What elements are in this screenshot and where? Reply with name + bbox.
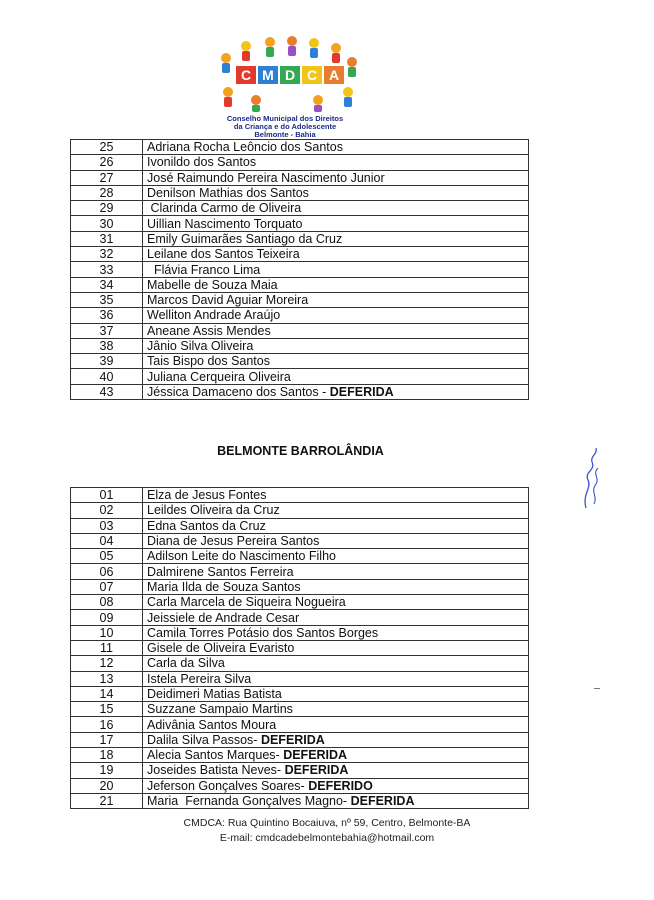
candidate-name: Denilson Mathias dos Santos bbox=[147, 186, 309, 201]
row-number: 27 bbox=[71, 170, 143, 185]
row-number: 07 bbox=[71, 579, 143, 594]
row-number: 34 bbox=[71, 277, 143, 292]
handwritten-signature bbox=[578, 444, 608, 514]
candidate-name: Elza de Jesus Fontes bbox=[147, 488, 267, 503]
table-row bbox=[71, 671, 529, 686]
table-row bbox=[71, 155, 529, 170]
row-number: 20 bbox=[71, 778, 143, 793]
candidate-name-cell bbox=[143, 201, 529, 216]
candidate-name-cell bbox=[143, 354, 529, 369]
row-number: 25 bbox=[71, 140, 143, 155]
candidate-name: Joseides Batista Neves- bbox=[147, 763, 285, 778]
candidate-name-cell bbox=[143, 595, 529, 610]
candidate-name-cell bbox=[143, 231, 529, 246]
table-row bbox=[71, 656, 529, 671]
candidate-name: Suzzane Sampaio Martins bbox=[147, 702, 293, 717]
candidate-name-cell bbox=[143, 625, 529, 640]
candidate-name-cell bbox=[143, 185, 529, 200]
candidate-name: Edna Santos da Cruz bbox=[147, 518, 266, 533]
table-row bbox=[71, 518, 529, 533]
table-row bbox=[71, 277, 529, 292]
row-number: 40 bbox=[71, 369, 143, 384]
table-row bbox=[71, 338, 529, 353]
candidate-name-cell bbox=[143, 671, 529, 686]
candidate-name: Mabelle de Souza Maia bbox=[147, 277, 278, 292]
table-row bbox=[71, 640, 529, 655]
table-row bbox=[71, 717, 529, 732]
candidate-name-cell bbox=[143, 778, 529, 793]
candidate-list-barrolandia bbox=[70, 487, 529, 809]
candidate-name: Carla da Silva bbox=[147, 656, 225, 671]
candidate-name-cell bbox=[143, 292, 529, 307]
table-row bbox=[71, 247, 529, 262]
candidate-name: Jânio Silva Oliveira bbox=[147, 339, 254, 353]
candidate-name-cell bbox=[143, 503, 529, 518]
table-row bbox=[71, 610, 529, 625]
candidate-name: Dalmirene Santos Ferreira bbox=[147, 564, 294, 579]
candidate-name-cell bbox=[143, 640, 529, 655]
row-number: 29 bbox=[71, 201, 143, 216]
table-row bbox=[71, 262, 529, 277]
table-row bbox=[71, 595, 529, 610]
table-row bbox=[71, 702, 529, 717]
row-number: 15 bbox=[71, 702, 143, 717]
candidate-list-sede bbox=[70, 139, 529, 400]
candidate-name: Adilson Leite do Nascimento Filho bbox=[147, 549, 336, 564]
candidate-name: Ivonildo dos Santos bbox=[147, 155, 257, 170]
footer bbox=[0, 816, 654, 846]
candidate-name-cell bbox=[143, 140, 529, 155]
candidate-name-cell bbox=[143, 533, 529, 548]
table-row bbox=[71, 292, 529, 307]
candidate-name-cell bbox=[143, 247, 529, 262]
row-number: 30 bbox=[71, 216, 143, 231]
candidate-name: Leildes Oliveira da Cruz bbox=[147, 503, 280, 518]
candidate-name-cell bbox=[143, 549, 529, 564]
table-row bbox=[71, 533, 529, 548]
candidate-name: Flávia Franco Lima bbox=[147, 262, 261, 277]
org-line-3: Belmonte - Bahia bbox=[254, 130, 316, 139]
table-row bbox=[71, 185, 529, 200]
candidate-name-cell bbox=[143, 686, 529, 701]
candidate-name: Deidimeri Matias Batista bbox=[147, 687, 282, 701]
footer-email: E-mail: cmdcadebelmontebahia@hotmail.com bbox=[219, 832, 435, 844]
status-label: DEFERIDA bbox=[260, 732, 325, 747]
candidate-name: Carla Marcela de Siqueira Nogueira bbox=[147, 595, 346, 610]
candidate-name-cell bbox=[143, 564, 529, 579]
table-row bbox=[71, 216, 529, 231]
candidate-name-cell bbox=[143, 262, 529, 277]
candidate-name: Uillian Nascimento Torquato bbox=[147, 216, 303, 231]
candidate-name: Adivânia Santos Moura bbox=[147, 717, 277, 732]
candidate-name: Gisele de Oliveira Evaristo bbox=[147, 641, 295, 656]
org-line-2: da Criança e do Adolescente bbox=[233, 122, 337, 131]
candidate-name: Aneane Assis Mendes bbox=[147, 323, 271, 338]
svg-text:A: A bbox=[328, 67, 340, 83]
candidate-name-cell bbox=[143, 717, 529, 732]
candidate-name-cell bbox=[143, 763, 529, 778]
status-label: DEFERIDA bbox=[350, 794, 415, 809]
svg-text:C: C bbox=[306, 67, 318, 83]
candidate-name-cell bbox=[143, 384, 529, 399]
candidate-name: Jeissiele de Andrade Cesar bbox=[147, 610, 300, 625]
table-row bbox=[71, 488, 529, 503]
candidate-name: Maria Fernanda Gonçalves Magno- bbox=[147, 794, 351, 809]
candidate-name-cell bbox=[143, 155, 529, 170]
svg-text:D: D bbox=[284, 67, 296, 83]
row-number: 36 bbox=[71, 308, 143, 323]
row-number: 39 bbox=[71, 354, 143, 369]
row-number: 43 bbox=[71, 384, 143, 399]
table-row bbox=[71, 732, 529, 747]
candidate-name: José Raimundo Pereira Nascimento Junior bbox=[147, 170, 385, 185]
table-row bbox=[71, 231, 529, 246]
candidate-name-cell bbox=[143, 702, 529, 717]
table-row bbox=[71, 763, 529, 778]
candidate-name: Clarinda Carmo de Oliveira bbox=[147, 201, 302, 216]
candidate-name-cell bbox=[143, 277, 529, 292]
table-row bbox=[71, 323, 529, 338]
row-number: 35 bbox=[71, 292, 143, 307]
candidate-name: Tais Bispo dos Santos bbox=[147, 354, 270, 369]
section-title: BELMONTE BARROLÂNDIA bbox=[217, 444, 384, 458]
candidate-name: Welliton Andrade Araújo bbox=[147, 308, 281, 323]
candidate-name-cell bbox=[143, 369, 529, 384]
table-row bbox=[71, 170, 529, 185]
table-row bbox=[71, 579, 529, 594]
row-number: 10 bbox=[71, 625, 143, 640]
svg-text:M: M bbox=[262, 67, 274, 83]
table-row bbox=[71, 384, 529, 399]
row-number: 02 bbox=[71, 503, 143, 518]
candidate-name-cell bbox=[143, 323, 529, 338]
organization-name bbox=[195, 115, 375, 139]
candidate-name: Jeferson Gonçalves Soares- bbox=[147, 778, 309, 793]
candidate-name-cell bbox=[143, 793, 529, 808]
row-number: 37 bbox=[71, 323, 143, 338]
row-number: 21 bbox=[71, 793, 143, 808]
cmdca-logo bbox=[208, 36, 368, 112]
row-number: 06 bbox=[71, 564, 143, 579]
candidate-name: Diana de Jesus Pereira Santos bbox=[147, 534, 320, 549]
candidate-name: Dalila Silva Passos- bbox=[147, 732, 261, 747]
candidate-name-cell bbox=[143, 338, 529, 353]
table-row bbox=[71, 201, 529, 216]
candidate-name-cell bbox=[143, 748, 529, 763]
table-row bbox=[71, 748, 529, 763]
row-number: 01 bbox=[71, 488, 143, 503]
row-number: 13 bbox=[71, 671, 143, 686]
row-number: 12 bbox=[71, 656, 143, 671]
table-row bbox=[71, 354, 529, 369]
candidate-name-cell bbox=[143, 216, 529, 231]
stray-mark bbox=[594, 688, 600, 689]
row-number: 04 bbox=[71, 533, 143, 548]
row-number: 11 bbox=[71, 640, 143, 655]
candidate-name: Marcos David Aguiar Moreira bbox=[147, 293, 309, 308]
table-row bbox=[71, 686, 529, 701]
row-number: 28 bbox=[71, 185, 143, 200]
candidate-name: Maria Ilda de Souza Santos bbox=[147, 579, 301, 594]
candidate-name-cell bbox=[143, 488, 529, 503]
footer-address: CMDCA: Rua Quintino Bocaiuva, nº 59, Centro, Belmonte-BA bbox=[183, 817, 471, 829]
candidate-name-cell bbox=[143, 656, 529, 671]
candidate-name-cell bbox=[143, 518, 529, 533]
table-row bbox=[71, 625, 529, 640]
candidate-name: Jéssica Damaceno dos Santos - bbox=[147, 384, 330, 399]
candidate-name: Adriana Rocha Leôncio dos Santos bbox=[147, 140, 343, 155]
candidate-name: Alecia Santos Marques- bbox=[147, 748, 284, 763]
row-number: 05 bbox=[71, 549, 143, 564]
table-row bbox=[71, 140, 529, 155]
candidate-name-cell bbox=[143, 579, 529, 594]
row-number: 03 bbox=[71, 518, 143, 533]
row-number: 18 bbox=[71, 748, 143, 763]
candidate-name-cell bbox=[143, 610, 529, 625]
candidate-name: Emily Guimarães Santiago da Cruz bbox=[147, 231, 343, 246]
row-number: 19 bbox=[71, 763, 143, 778]
status-label: DEFERIDO bbox=[308, 778, 373, 793]
candidate-name: Istela Pereira Silva bbox=[147, 671, 252, 686]
candidate-name: Juliana Cerqueira Oliveira bbox=[147, 369, 291, 384]
row-number: 14 bbox=[71, 686, 143, 701]
candidate-name: Camila Torres Potásio dos Santos Borges bbox=[147, 625, 379, 640]
table-row bbox=[71, 503, 529, 518]
table-row bbox=[71, 308, 529, 323]
candidate-name-cell bbox=[143, 732, 529, 747]
row-number: 08 bbox=[71, 595, 143, 610]
org-line-1: Conselho Municipal dos Direitos bbox=[226, 114, 344, 123]
status-label: DEFERIDA bbox=[329, 384, 394, 399]
table-row bbox=[71, 564, 529, 579]
table-row bbox=[71, 369, 529, 384]
status-label: DEFERIDA bbox=[284, 763, 349, 778]
table-row bbox=[71, 549, 529, 564]
row-number: 09 bbox=[71, 610, 143, 625]
candidate-name-cell bbox=[143, 170, 529, 185]
row-number: 31 bbox=[71, 231, 143, 246]
candidate-name-cell bbox=[143, 308, 529, 323]
svg-text:C: C bbox=[240, 67, 252, 83]
row-number: 38 bbox=[71, 338, 143, 353]
table-row bbox=[71, 793, 529, 808]
table-row bbox=[71, 778, 529, 793]
row-number: 16 bbox=[71, 717, 143, 732]
candidate-name: Leilane dos Santos Teixeira bbox=[147, 247, 300, 262]
row-number: 26 bbox=[71, 155, 143, 170]
row-number: 33 bbox=[71, 262, 143, 277]
row-number: 32 bbox=[71, 247, 143, 262]
status-label: DEFERIDA bbox=[283, 748, 348, 763]
row-number: 17 bbox=[71, 732, 143, 747]
